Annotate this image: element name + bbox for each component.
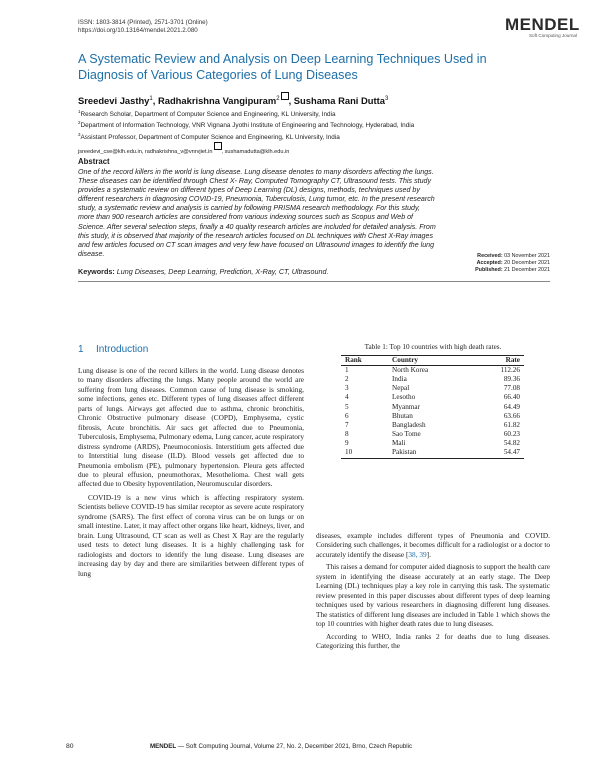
table-cell: 54.82 <box>503 439 520 448</box>
external-link-icon[interactable] <box>281 92 289 100</box>
table-cell: 6 <box>345 411 349 420</box>
author-list <box>78 92 388 106</box>
abstract-text: One of the record killers in the world is lung disease. Lung disease denotes to many disorders affecting the lungs. These diseases can be identified through Chest X- Ray, Computed Tomography CT, Ultrasound tests. This study provides a systematic review on different types of Deep Learning (DL) designs, methods, techniques used by different researchers in diagnosing COVID-19, Pneumonia, Tuberculosis, Lung tumor, etc. In the present research study, a systematic review and analysis is carried by following PRISMA research methodology. For this study, more than 900 research articles are considered from various indexing sources such as Scopus and Web of Science. After several selection steps, finally a 40 quality research articles are included for detailed analysis. From this study, it is observed that majority of the research articles focused on DL techniques with Chest X-Ray images and few articles focused on CT scan images and very few have focused on Ultrasound images to identify the lung disease. <box>78 168 436 258</box>
table-cell: 54.47 <box>472 448 524 458</box>
table-cell: 61.82 <box>503 420 520 429</box>
table-row <box>341 375 524 384</box>
table-cell: North Korea <box>392 366 429 374</box>
table-cell: Bhutan <box>392 411 413 420</box>
article-dates <box>450 253 550 274</box>
affiliations <box>78 108 414 142</box>
abstract-heading: Abstract <box>78 157 110 166</box>
table-cell: 4 <box>345 393 349 402</box>
table-row <box>341 448 524 458</box>
table-cell: Bangladesh <box>392 420 426 429</box>
journal-footer: MENDEL — Soft Computing Journal, Volume 27, No. 2, December 2021, Brno, Czech Republic <box>150 743 413 750</box>
table-row <box>341 412 524 421</box>
table-row <box>341 421 524 430</box>
affiliation-text: Department of Information Technology, VNR Vignana Jyothi Institute of Engineering and Technology, Hyderabad, India <box>80 122 415 130</box>
logo-subtitle: Soft Computing Journal <box>528 33 577 38</box>
table-row <box>341 439 524 448</box>
affiliation-text: Research Scholar, Department of Computer Science and Engineering, KL University, India <box>80 111 336 119</box>
author-name: Sreedevi Jasthy <box>78 95 150 107</box>
table-row <box>341 403 524 412</box>
section-title: Introduction <box>96 344 149 355</box>
table-cell: 64.49 <box>503 402 520 411</box>
author-sup: 2 <box>276 96 280 102</box>
table-cell: 9 <box>345 439 349 448</box>
email-addresses <box>78 142 289 155</box>
author-sup: 3 <box>384 96 389 102</box>
table-cell: 2 <box>345 375 349 384</box>
author-name: Sushama Rani Dutta <box>293 95 385 107</box>
table-row <box>341 384 524 393</box>
section-number: 1 <box>78 344 84 355</box>
table-cell: 112.26 <box>500 366 520 374</box>
table-cell: 77.08 <box>503 384 520 393</box>
paragraph: diseases, example includes different types of Pneumonia and COVID. Considering such challenges, it becomes difficult for a radiologist or a doctor to accurately identify the disease [38, 39]. <box>316 531 550 559</box>
keywords <box>78 267 329 276</box>
affiliation-sup: 2 <box>78 120 81 126</box>
table-cell: Lesotho <box>392 393 416 402</box>
death-rate-table <box>341 355 524 459</box>
left-column <box>78 366 304 578</box>
column-header: Country <box>388 356 472 366</box>
paragraph: Lung disease is one of the record killers in the world. Lung disease denotes to many disorders affecting the lungs. Many people around the world are suffering from lung diseases. Common cause of lung disease is smoking, some infections, genes etc. Different types of lung diseases affect different parts of lungs. Airways get affected due to asthma, chronic bronchitis, Chronic Obstructive pulmonary disease (COPD), Emphysema, cystic fibrosis, Acute bronchitis. Air sacs get affected due to Pneumonia, Tuberculosis, Emphysema, Pulmonary edema, Lung cancer, acute respiratory distress syndrome (ARDS), Pneumoconiosis. Interstitium gets affected due to Interstitial lung disease (ILD). Blood vessels get affected due to Pneumonia embolism (PE), pulmonary hypertension. Pleura gets affected due to pleural effusion, pneumothorax, Mesothelioma. Chest wall gets affected due to Obesity hypoventilation, Neuromuscular disorders. <box>78 366 304 489</box>
author-name: Radhakrishna Vangipuram <box>157 95 277 107</box>
paragraph: COVID-19 is a new virus which is affecting respiratory system. Scientists believe COVID-19 has similar receptor as severe acute respiratory syndrome (SARS). The first effect of corona virus can be on lungs or on small intestine. Later, it may affect other organs like heart, kidneys, liver, and brain. Lung Ultrasound, CT scan as well as Chest X Ray are the regularly used tests to detect lung diseases. It is a highly challenging task for radiologists and doctors to identify the lung disease. Lung diseases are increasing day by day and there are similarities between different types of lung <box>78 492 304 578</box>
table-cell: Nepal <box>392 384 410 393</box>
affiliation-line <box>78 108 414 119</box>
author-sep: , <box>152 95 158 107</box>
table-cell: Mali <box>392 439 406 448</box>
table-row <box>341 430 524 439</box>
logo-word: MENDEL <box>505 15 580 34</box>
doi-link[interactable]: https://doi.org/10.13164/mendel.2021.2.080 <box>78 27 198 34</box>
table-cell: 60.23 <box>503 430 520 439</box>
column-header: Rank <box>341 356 388 366</box>
affiliation-line <box>78 119 414 130</box>
published-date: Published: 21 December 2021 <box>475 267 550 273</box>
citation-link[interactable]: 38, 39 <box>408 549 427 559</box>
table-cell: 89.36 <box>503 375 520 384</box>
paragraph: According to WHO, India ranks 2 for deaths due to lung diseases. Categorizing this further, the <box>316 631 550 650</box>
table-header-row <box>341 356 524 366</box>
table-cell: India <box>392 375 407 384</box>
table-row <box>341 366 524 376</box>
keywords-label: Keywords: <box>78 267 115 276</box>
journal-logo <box>505 15 580 42</box>
table-cell: Myanmar <box>392 402 420 411</box>
table-cell: 8 <box>345 430 349 439</box>
table-cell: 7 <box>345 420 349 429</box>
column-header: Rate <box>472 356 524 366</box>
right-column <box>316 531 550 650</box>
divider <box>78 281 550 282</box>
email-list[interactable]: jsreedevi_cse@klh.edu.in, radhakrishna_v@vnrvjiet.in <box>78 148 213 155</box>
received-date: Received: 03 November 2021 <box>477 253 550 259</box>
paragraph: This raises a demand for computer aided diagnosis to support the health care system in identifying the disease accurately at an early stage. The Deep Learning (DL) techniques play a key role in carrying this task. The systematic review presented in this paper discusses about different types of deep learning techniques used by various researchers in diagnosing different lung diseases. The statistics of different lung diseases are included in Table 1 which shows the top 10 countries with higher death rates due to lung diseases. <box>316 562 550 629</box>
affiliation-line <box>78 131 414 142</box>
keywords-text: Lung Diseases, Deep Learning, Prediction, X-Ray, CT, Ultrasound. <box>116 267 329 276</box>
table-row <box>341 393 524 402</box>
accepted-date: Accepted: 20 December 2021 <box>476 260 550 266</box>
email-list-2[interactable]: , sushamadutta@klh.edu.in <box>221 148 290 155</box>
page-number: 80 <box>66 743 74 750</box>
author-sep: , <box>288 95 294 107</box>
table-cell: Sao Tome <box>392 430 421 439</box>
table-cell: Pakistan <box>388 448 472 458</box>
table-cell: 10 <box>341 448 388 458</box>
table-cell: 3 <box>345 384 349 393</box>
table-cell: 66.40 <box>503 393 520 402</box>
issn-line: ISSN: 1803-3814 (Printed), 2571-3701 (Online) <box>78 19 208 26</box>
paper-title: A Systematic Review and Analysis on Deep Learning Techniques Used in Diagnosis of Various Categories of Lung Diseases <box>78 52 487 82</box>
table-caption: Table 1: Top 10 countries with high death rates. <box>364 343 502 351</box>
table-cell: 5 <box>345 402 349 411</box>
external-link-icon[interactable] <box>214 142 222 150</box>
table-cell: 1 <box>345 366 349 374</box>
author-sup: 1 <box>149 96 153 102</box>
affiliation-text: Assistant Professor, Department of Computer Science and Engineering, KL University, India <box>80 133 340 141</box>
affiliation-sup: 1 <box>78 109 81 114</box>
table-cell: 63.66 <box>503 411 520 420</box>
affiliation-sup: 3 <box>78 131 81 137</box>
